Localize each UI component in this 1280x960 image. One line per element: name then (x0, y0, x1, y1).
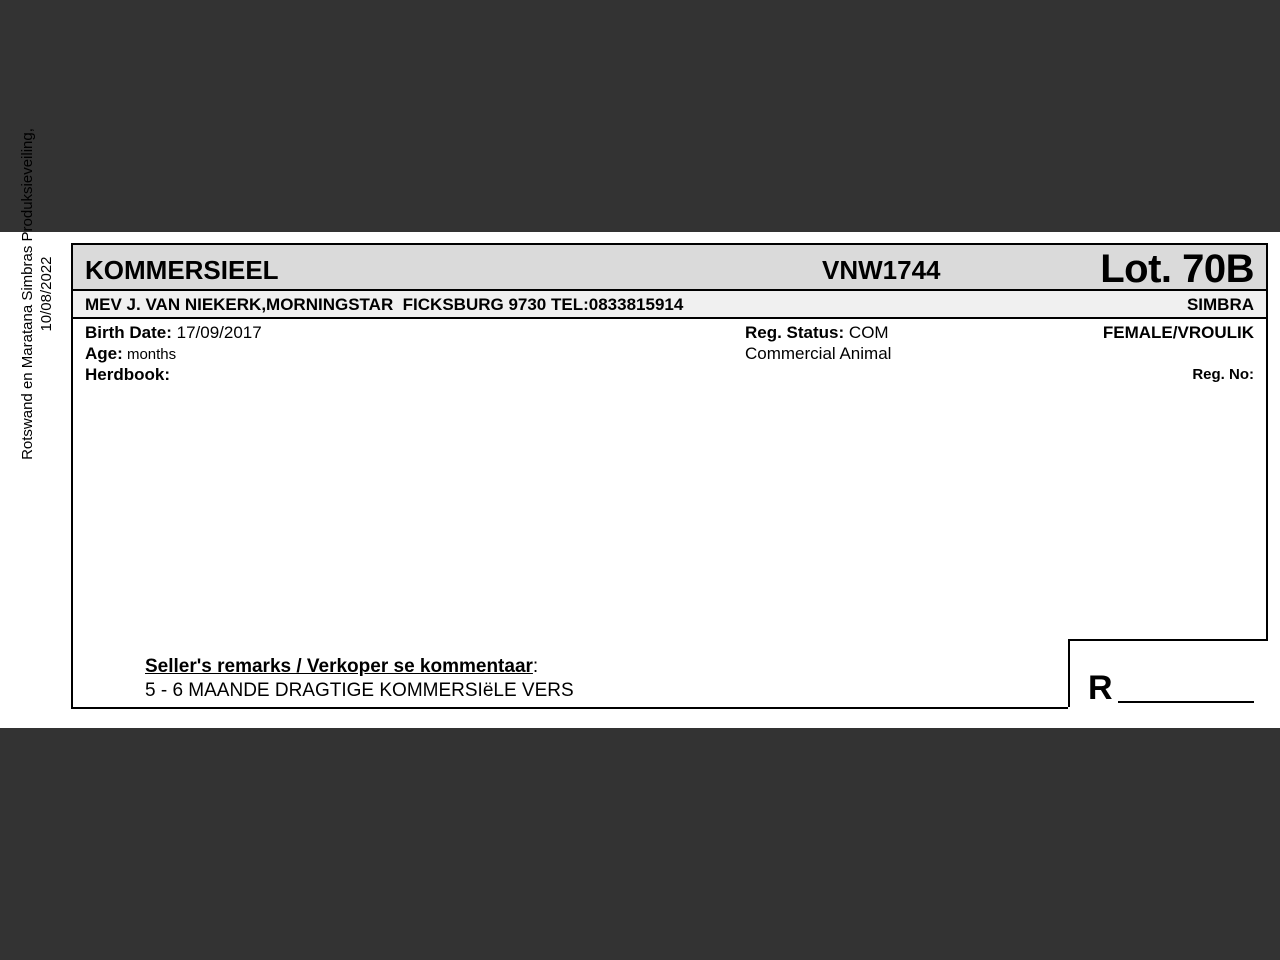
price-box-gap (1068, 707, 1268, 711)
sale-date: 10/08/2022 (38, 256, 55, 332)
birth-date-row (85, 323, 262, 343)
price-box (1068, 639, 1268, 709)
birth-date-label: Birth Date: (85, 323, 172, 342)
animal-code: VNW1744 (822, 255, 941, 285)
lot-number: Lot. 70B (1100, 247, 1254, 291)
seller-row (73, 291, 1266, 319)
price-entry-line (1118, 701, 1254, 703)
herdbook-label: Herdbook: (85, 365, 170, 384)
age-value: months (122, 346, 177, 363)
reg-status-label: Reg. Status: (745, 323, 845, 342)
seller-details: MEV J. VAN NIEKERK,MORNINGSTAR FICKSBURG 9730 TEL:0833815914 (85, 295, 684, 314)
price-currency: R (1088, 669, 1113, 707)
reg-status-description: Commercial Animal (745, 344, 892, 363)
sale-caption (18, 114, 56, 474)
birth-date-value: 17/09/2017 (171, 323, 262, 342)
reg-no-label: Reg. No: (1192, 366, 1254, 383)
seller-remarks (145, 656, 574, 702)
remarks-text: 5 - 6 MAANDE DRAGTIGE KOMMERSIëLE VERS (145, 680, 574, 701)
breed-label: SIMBRA (1186, 295, 1254, 314)
remarks-colon: : (532, 656, 539, 677)
lot-header (73, 245, 1266, 291)
lot-card (71, 243, 1268, 709)
age-label: Age: (85, 344, 123, 363)
sale-name: Rotswand en Maratana Simbras Produksieveiling, (19, 128, 36, 460)
reg-status-value: COM (844, 323, 889, 342)
age-row (85, 344, 176, 364)
category-label: KOMMERSIEEL (85, 255, 279, 285)
sex-label: FEMALE/VROULIK (1102, 323, 1254, 342)
remarks-title: Seller's remarks / Verkoper se kommentaar (145, 656, 533, 677)
reg-status-row (745, 323, 889, 343)
